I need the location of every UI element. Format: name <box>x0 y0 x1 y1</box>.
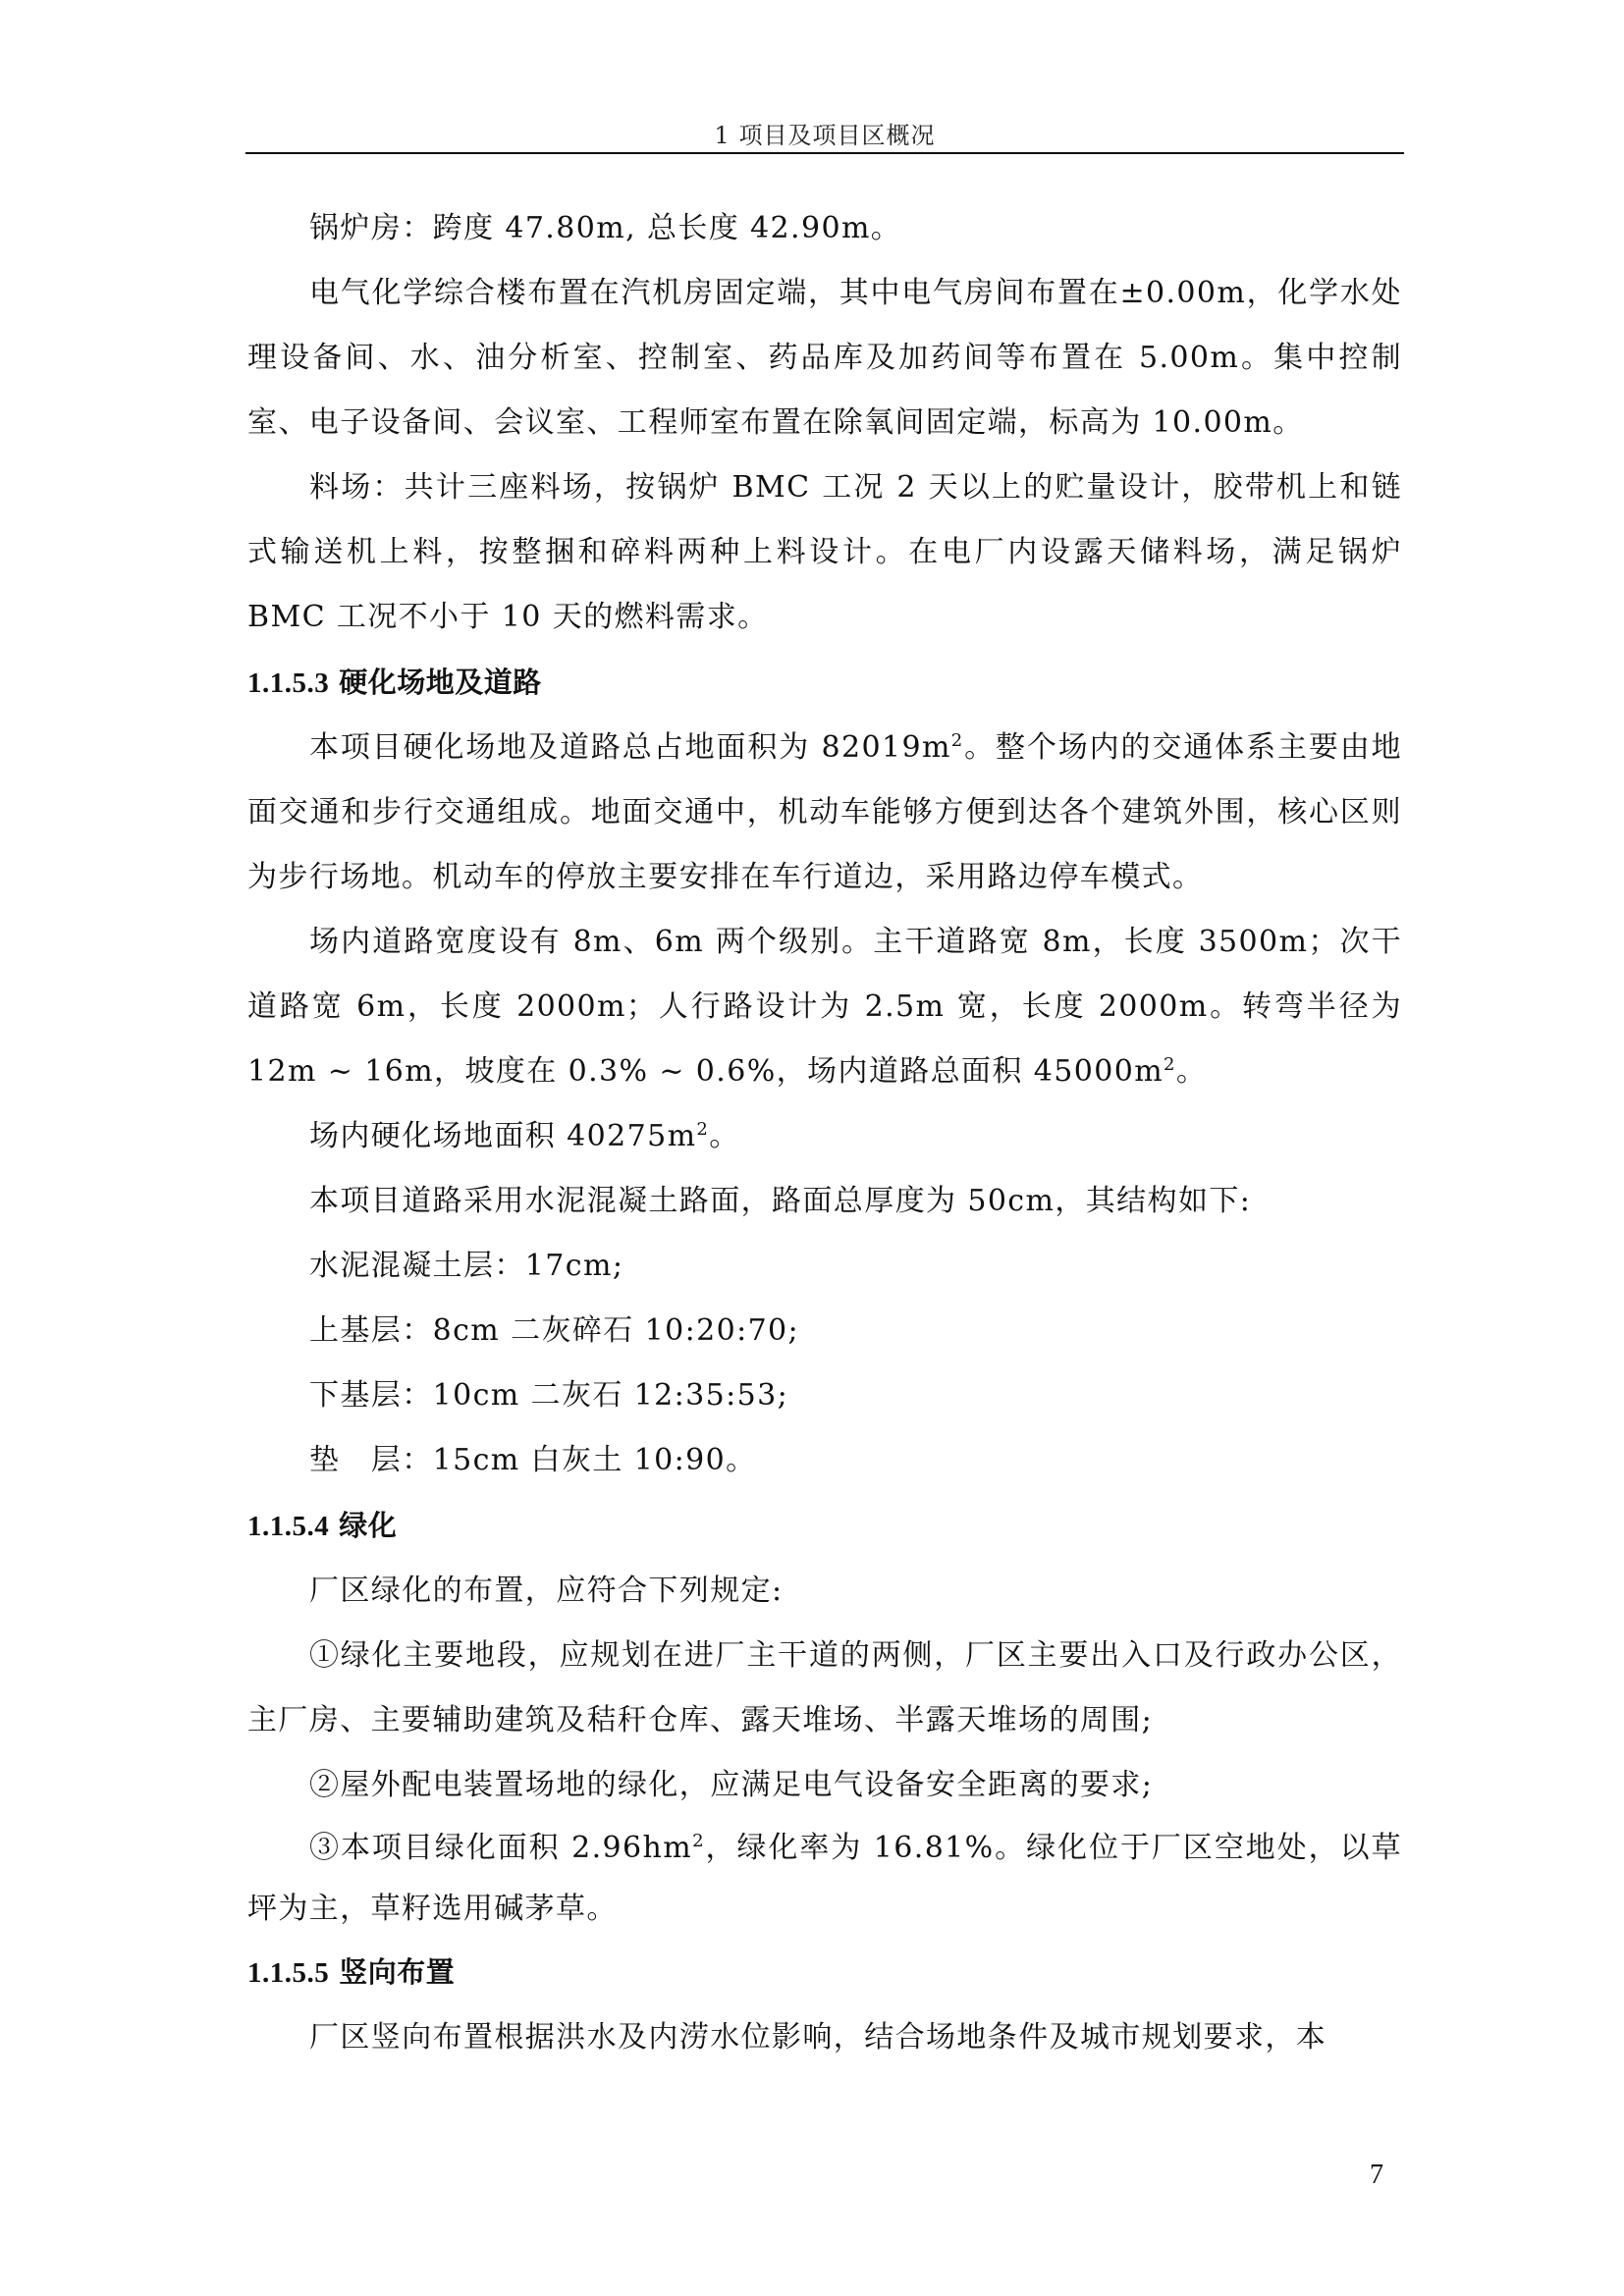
hardened-yard-paragraph: 场内硬化场地面积 $40275m^2$。 <box>309 1119 740 1153</box>
concrete-layer-line: 水泥混凝土层：17cm; <box>309 1249 624 1283</box>
section-number: 1.1.5.5 <box>247 1957 330 1989</box>
material-yard-paragraph: 料场：共计三座料场，按锅炉 BMC 工况 2 天以上的贮量设计，胶带机上和链式输送机上料，按整捆和碎料两种上料设计。在电厂内设露天储料场，满足锅炉 BMC 工况不小于 10 天的燃料需求。 <box>247 470 1402 634</box>
greening-rule-2: ②屋外配电装置场地的绿化，应满足电气设备安全距离的要求; <box>309 1768 1154 1802</box>
section-number: 1.1.5.3 <box>247 667 330 699</box>
section-number: 1.1.5.4 <box>247 1511 330 1542</box>
section-title: 竖向布置 <box>339 1955 456 1989</box>
electrical-building-paragraph: 电气化学综合楼布置在汽机房固定端，其中电气房间布置在±0.00m，化学水处理设备间、水、油分析室、控制室、药品库及加药间等布置在 5.00m。集中控制室、电子设备间、会议室、工程师室布置在除氧间固定端，标高为 10.00m。 <box>247 276 1402 440</box>
header-rule <box>245 152 1404 154</box>
road-structure-paragraph: 本项目道路采用水泥混凝土路面，路面总厚度为 50cm，其结构如下: <box>309 1184 1252 1218</box>
running-header: 1 项目及项目区概况 <box>714 122 936 149</box>
vertical-layout-paragraph: 厂区竖向布置根据洪水及内涝水位影响，结合场地条件及城市规划要求，本 <box>309 2020 1327 2055</box>
page-number: 7 <box>1370 2160 1383 2190</box>
greening-rule-1: ①绿化主要地段，应规划在进厂主干道的两侧，厂区主要出入口及行政办公区，主厂房、主要辅助建筑及秸秆仓库、露天堆场、半露天堆场的周围; <box>247 1638 1402 1737</box>
upper-base-line: 上基层：8cm 二灰碎石 10:20:70; <box>309 1313 800 1348</box>
boiler-room-paragraph: 锅炉房：跨度 47.80m, 总长度 42.90m。 <box>309 211 902 245</box>
section-heading-1155 <box>247 1940 1402 2005</box>
lower-base-line: 下基层：10cm 二灰石 12:35:53; <box>309 1378 789 1413</box>
section-heading-1153 <box>247 650 1402 716</box>
section-title: 硬化场地及道路 <box>339 666 542 699</box>
cushion-layer-line: 垫 层：15cm 白灰土 10:90。 <box>309 1443 757 1477</box>
greening-intro-paragraph: 厂区绿化的布置，应符合下列规定: <box>309 1574 784 1608</box>
document-body <box>247 196 1402 2070</box>
hardened-area-paragraph: 本项目硬化场地及道路总占地面积为 $82019m^2$。整个场内的交通体系主要由地面交通和步行交通组成。地面交通中，机动车能够方便到达各个建筑外围，核心区则为步行场地。机动车的停放主要安排在车行道边，采用路边停车模式。 <box>247 730 1402 894</box>
road-width-paragraph: 场内道路宽度设有 8m、6m 两个级别。主干道路宽 8m，长度 3500m；次干道路宽 6m，长度 2000m；人行路设计为 2.5m 宽，长度 2000m。转弯半径为 12m ~ 16m，坡度在 0.3% ~ 0.6%，场内道路总面积 $45000m^2$。 <box>247 925 1402 1089</box>
greening-rule-3: ③本项目绿化面积 $2.96hm^2$，绿化率为 16.81%。绿化位于厂区空地处，以草坪为主，草籽选用碱茅草。 <box>247 1831 1402 1926</box>
section-title: 绿化 <box>339 1509 398 1542</box>
section-heading-1154 <box>247 1493 1402 1559</box>
